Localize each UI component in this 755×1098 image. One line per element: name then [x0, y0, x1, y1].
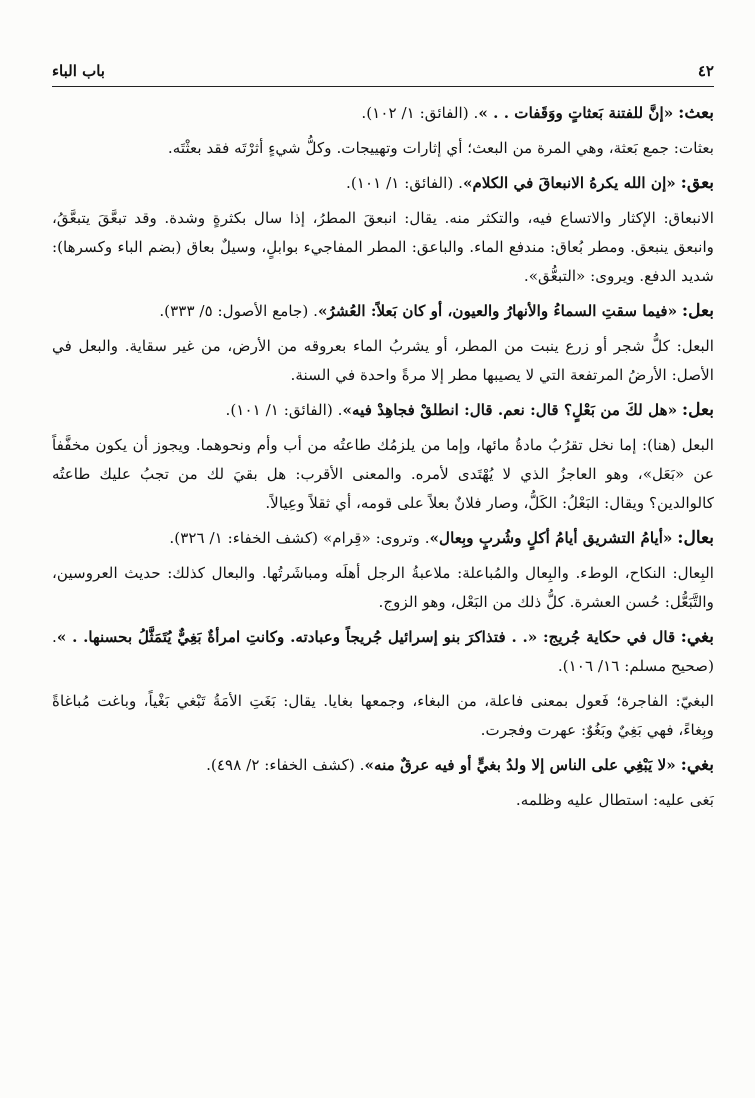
entry-heading — [52, 169, 714, 198]
citation: . (صحيح مسلم: ١٦/ ١٠٦). — [52, 628, 714, 675]
headword: بعث: — [678, 103, 714, 123]
chapter-title: باب الباء — [52, 62, 105, 80]
entry-heading — [52, 396, 714, 425]
headword: بغي: — [680, 755, 714, 775]
entry-gloss: البغيّ: الفاجرة؛ فَعول بمعنى فاعلة، من البغاء، وجمعها بغايا. يقال: بَغَتِ الأمَةُ تَبْغي بَغْياً، وباغت مُباغاةً وبِغاءً، فهي بَغِيٌ وبَغُوٌ: عهرت وفجرت. — [52, 692, 714, 739]
entry-heading — [52, 623, 714, 681]
citation: . (جامع الأصول: ٥/ ٣٣٣). — [159, 302, 318, 320]
hadith-quote: «لا يَبْغِي على الناس إلا ولدُ بغيٍّ أو فيه عرقٌ منه» — [364, 756, 676, 774]
hadith-quote: «إن الله يكرهُ الانبعاقَ في الكلام» — [462, 174, 676, 192]
headword: بعل: — [681, 400, 714, 420]
hadith-quote: «إنَّ للفتنة بَعثاتٍ ووَقَفات . . » — [478, 104, 674, 122]
hadith-quote: «فيما سقتِ السماءُ والأنهارُ والعيون، أو كان بَعلاً: العُشرُ» — [317, 302, 678, 320]
page-header — [52, 60, 714, 87]
entries — [52, 87, 714, 815]
entry-gloss: البعل: كلُّ شجر أو زرع ينبت من المطر، أو يشربُ الماء بعروقه من الأرض، من غير سقاية. والبعل في الأصل: الأرضُ المرتفعة التي لا يصيبها مطر إلا مرةً واحدة في السنة. — [52, 337, 714, 384]
entry-gloss: البِعال: النكاح، الوطء. والبِعال والمُباعلة: ملاعبةُ الرجل أهلَه ومباشَرتُها. والبعال كذلك: حديث العروسين، والتَّبَعُّل: حُسن العشرة. كلُّ ذلك من البَعْل، وهو الزوج. — [52, 564, 714, 611]
entry-gloss: الانبعاق: الإكثار والاتساع فيه، والتكثر منه. يقال: انبعقَ المطرُ، إذا سال بكثرةٍ وشدة. وقد تبعَّقَ يتبعَّقُ، وانبعق ينبعق. ومطر بُعاق: مندفع الماء. والباعق: المطر المفاجيء بوابلٍ، وسيلٌ بعاق (بضم الباء وكسرها): شديد الدفع. ويروى: «التبعُّق». — [52, 209, 714, 285]
entry-gloss: البعل (هنا): إما نخل تقرُبُ مادةُ مائها، وإما من يلزمُك طاعتُه من أب وأم ونحوهما. ويجوز أن يكون مخفَّفاً عن «بَعَل»، وهو العاجزُ الذي لا يُهْتَدى لأمره. والمعنى الأقرب: هل بقيَ لك من تجبُ عليك طاعتُه كالوالدين؟ ويقال: البَعْلُ: الكَلُّ، وصار فلانٌ بعلاً على قومه، أي ثقلاً وعِيالاً. — [52, 436, 714, 512]
entry-gloss: بَغى عليه: استطال عليه وظلمه. — [515, 791, 714, 809]
entry-heading — [52, 297, 714, 326]
page-number: ٤٢ — [697, 62, 714, 80]
headword: بغي: — [680, 627, 714, 647]
entry-heading — [52, 751, 714, 780]
entry-gloss: بعثات: جمع بَعثة، وهي المرة من البعث؛ أي إثارات وتهييجات. وكلُّ شيءٍ أثرْتَه فقد بعثْتَه. — [167, 139, 714, 157]
hadith-quote: قال في حكاية جُريج: «. . فتذاكرَ بنو إسرائيل جُريجاً وعبادته. وكانتِ امرأةٌ بَغِيٌّ يُتَمَثَّلُ بحسنها. . » — [56, 628, 676, 646]
headword: بعق: — [680, 173, 714, 193]
citation: . (الفائق: ١/ ١٠١). — [225, 401, 343, 419]
entry-heading — [52, 99, 714, 128]
headword: بعال: — [677, 528, 714, 548]
citation: . (كشف الخفاء: ٢/ ٤٩٨). — [206, 756, 365, 774]
citation: . (الفائق: ١/ ١٠١). — [346, 174, 463, 192]
headword: بعل: — [681, 301, 714, 321]
hadith-quote: «أيامُ التشريق أيامُ أكلٍ وشُربٍ وبِعال» — [429, 529, 673, 547]
citation: . (الفائق: ١/ ١٠٢). — [361, 104, 479, 122]
hadith-quote: «هل لكَ من بَعْلٍ؟ قال: نعم. قال: انطلقْ فجاهِدْ فيه» — [342, 401, 678, 419]
entry-heading — [52, 524, 714, 553]
page — [52, 60, 714, 821]
citation: . وتروى: «قِرام» (كشف الخفاء: ١/ ٣٢٦). — [169, 529, 430, 547]
